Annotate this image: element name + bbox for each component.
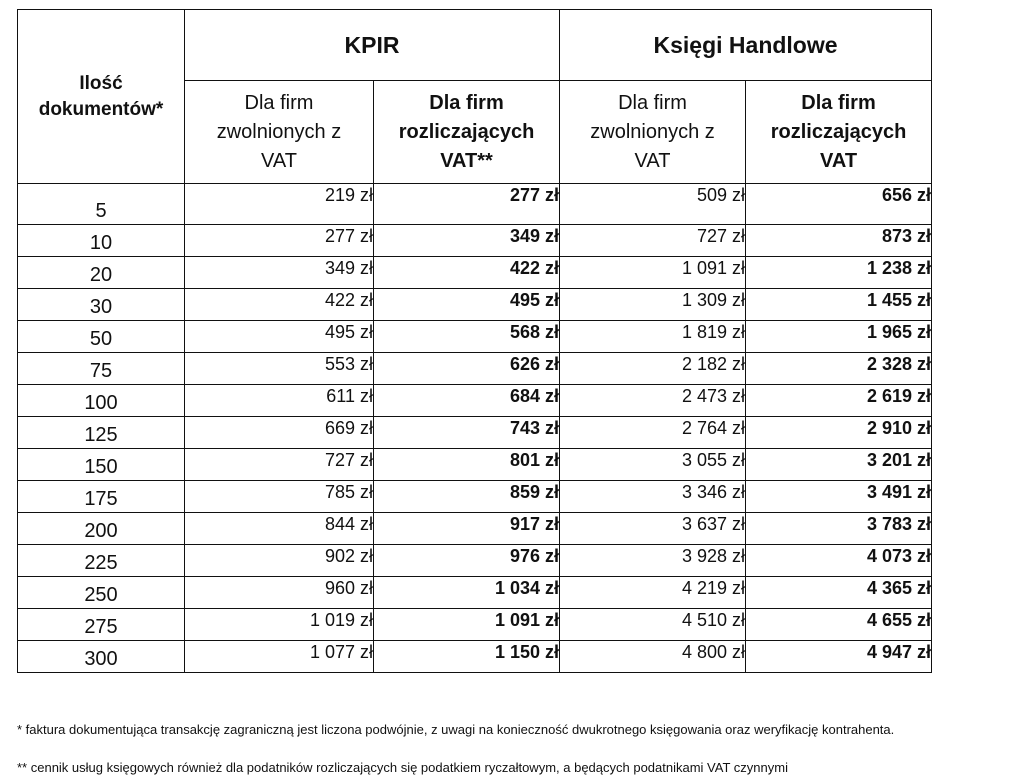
footnote-flat-rate-vat: ** cennik usług księgowych również dla podatników rozliczających się podatkiem ryczałtowym, a będących podatnikami VAT czynnymi xyxy=(17,760,788,775)
price-kh-exempt: 3 928 zł xyxy=(560,545,746,577)
price-kh-vat: 4 073 zł xyxy=(746,545,932,577)
table-row xyxy=(18,513,932,545)
price-kh-vat: 4 365 zł xyxy=(746,577,932,609)
price-kh-vat: 3 783 zł xyxy=(746,513,932,545)
table-row xyxy=(18,577,932,609)
price-kh-exempt: 3 055 zł xyxy=(560,449,746,481)
subheader-line: VAT xyxy=(261,149,297,172)
subheader-line: Dla firm xyxy=(801,91,876,114)
price-kh-vat: 4 947 zł xyxy=(746,641,932,673)
price-kpir-exempt: 785 zł xyxy=(185,481,374,513)
subheader-line: Dla firm xyxy=(429,91,504,114)
header-row-groups xyxy=(18,10,932,81)
price-kpir-exempt: 611 zł xyxy=(185,385,374,417)
price-kh-vat: 2 619 zł xyxy=(746,385,932,417)
price-kh-exempt: 4 510 zł xyxy=(560,609,746,641)
table-row xyxy=(18,353,932,385)
price-kpir-exempt: 669 zł xyxy=(185,417,374,449)
price-kh-vat: 3 491 zł xyxy=(746,481,932,513)
subheader-line: zwolnionych z xyxy=(590,120,715,143)
price-kh-exempt: 4 800 zł xyxy=(560,641,746,673)
price-kh-exempt: 727 zł xyxy=(560,225,746,257)
subheader-kh-vat-exempt xyxy=(560,81,746,184)
quantity-cell: 300 xyxy=(18,641,185,673)
price-kh-vat: 1 455 zł xyxy=(746,289,932,321)
price-kpir-vat: 277 zł xyxy=(374,184,560,225)
price-kpir-vat: 1 091 zł xyxy=(374,609,560,641)
price-kh-exempt: 2 182 zł xyxy=(560,353,746,385)
price-kpir-vat: 568 zł xyxy=(374,321,560,353)
price-kh-exempt: 3 637 zł xyxy=(560,513,746,545)
price-kh-vat: 2 910 zł xyxy=(746,417,932,449)
table-row xyxy=(18,545,932,577)
price-kpir-vat: 422 zł xyxy=(374,257,560,289)
price-kpir-vat: 859 zł xyxy=(374,481,560,513)
price-kh-vat: 656 zł xyxy=(746,184,932,225)
price-kpir-exempt: 277 zł xyxy=(185,225,374,257)
table-row xyxy=(18,641,932,673)
quantity-cell: 10 xyxy=(18,225,185,257)
price-kpir-exempt: 960 zł xyxy=(185,577,374,609)
price-kh-exempt: 1 309 zł xyxy=(560,289,746,321)
group-header-kpir: KPIR xyxy=(185,10,560,81)
price-kh-exempt: 509 zł xyxy=(560,184,746,225)
price-kpir-vat: 801 zł xyxy=(374,449,560,481)
quantity-cell: 100 xyxy=(18,385,185,417)
table-row xyxy=(18,449,932,481)
price-kpir-exempt: 422 zł xyxy=(185,289,374,321)
price-kpir-exempt: 495 zł xyxy=(185,321,374,353)
price-kh-vat: 2 328 zł xyxy=(746,353,932,385)
quantity-header xyxy=(18,10,185,184)
subheader-line: Dla firm xyxy=(618,91,687,114)
price-kpir-exempt: 219 zł xyxy=(185,184,374,225)
price-kh-exempt: 3 346 zł xyxy=(560,481,746,513)
quantity-cell: 125 xyxy=(18,417,185,449)
price-kpir-exempt: 727 zł xyxy=(185,449,374,481)
quantity-cell: 250 xyxy=(18,577,185,609)
price-kpir-exempt: 902 zł xyxy=(185,545,374,577)
quantity-cell: 200 xyxy=(18,513,185,545)
price-kpir-vat: 917 zł xyxy=(374,513,560,545)
quantity-cell: 275 xyxy=(18,609,185,641)
subheader-line: rozliczających xyxy=(398,120,535,143)
price-kpir-vat: 1 034 zł xyxy=(374,577,560,609)
table-row xyxy=(18,225,932,257)
quantity-cell: 50 xyxy=(18,321,185,353)
price-kpir-vat: 743 zł xyxy=(374,417,560,449)
price-kpir-exempt: 553 zł xyxy=(185,353,374,385)
price-kh-vat: 4 655 zł xyxy=(746,609,932,641)
price-kpir-exempt: 349 zł xyxy=(185,257,374,289)
price-kpir-vat: 626 zł xyxy=(374,353,560,385)
table-row xyxy=(18,184,932,225)
quantity-cell: 175 xyxy=(18,481,185,513)
subheader-line: VAT xyxy=(820,149,858,172)
table-row xyxy=(18,481,932,513)
subheader-kh-vat-payer xyxy=(746,81,932,184)
group-header-ksiegi-handlowe: Księgi Handlowe xyxy=(560,10,932,81)
price-kpir-vat: 349 zł xyxy=(374,225,560,257)
price-kh-exempt: 4 219 zł xyxy=(560,577,746,609)
price-kpir-exempt: 1 019 zł xyxy=(185,609,374,641)
price-kpir-vat: 976 zł xyxy=(374,545,560,577)
price-kpir-exempt: 844 zł xyxy=(185,513,374,545)
quantity-cell: 20 xyxy=(18,257,185,289)
quantity-cell: 225 xyxy=(18,545,185,577)
price-kh-exempt: 2 764 zł xyxy=(560,417,746,449)
quantity-cell: 150 xyxy=(18,449,185,481)
price-kpir-vat: 1 150 zł xyxy=(374,641,560,673)
price-kh-exempt: 2 473 zł xyxy=(560,385,746,417)
price-kh-vat: 1 238 zł xyxy=(746,257,932,289)
subheader-kpir-vat-payer xyxy=(374,81,560,184)
price-kh-exempt: 1 091 zł xyxy=(560,257,746,289)
subheader-kpir-vat-exempt xyxy=(185,81,374,184)
quantity-header-line-1: Ilość xyxy=(79,72,123,94)
table-row xyxy=(18,289,932,321)
subheader-line: VAT** xyxy=(440,149,493,172)
price-kh-exempt: 1 819 zł xyxy=(560,321,746,353)
subheader-line: rozliczających xyxy=(770,120,907,143)
price-kpir-vat: 684 zł xyxy=(374,385,560,417)
price-kpir-exempt: 1 077 zł xyxy=(185,641,374,673)
table-row xyxy=(18,385,932,417)
table-row xyxy=(18,417,932,449)
subheader-line: zwolnionych z xyxy=(216,120,342,143)
price-kpir-vat: 495 zł xyxy=(374,289,560,321)
table-row xyxy=(18,321,932,353)
subheader-line: VAT xyxy=(634,149,671,172)
quantity-header-line-2: dokumentów* xyxy=(38,98,164,120)
price-kh-vat: 873 zł xyxy=(746,225,932,257)
table-row xyxy=(18,609,932,641)
price-kh-vat: 3 201 zł xyxy=(746,449,932,481)
footnote-foreign-invoice: * faktura dokumentująca transakcję zagraniczną jest liczona podwójnie, z uwagi na konieczność dwukrotnego księgowania oraz weryfikację kontrahenta. xyxy=(17,722,895,737)
price-table xyxy=(17,9,932,673)
quantity-cell: 5 xyxy=(18,184,185,225)
table-row xyxy=(18,257,932,289)
subheader-line: Dla firm xyxy=(244,91,314,114)
quantity-cell: 75 xyxy=(18,353,185,385)
price-kh-vat: 1 965 zł xyxy=(746,321,932,353)
quantity-cell: 30 xyxy=(18,289,185,321)
